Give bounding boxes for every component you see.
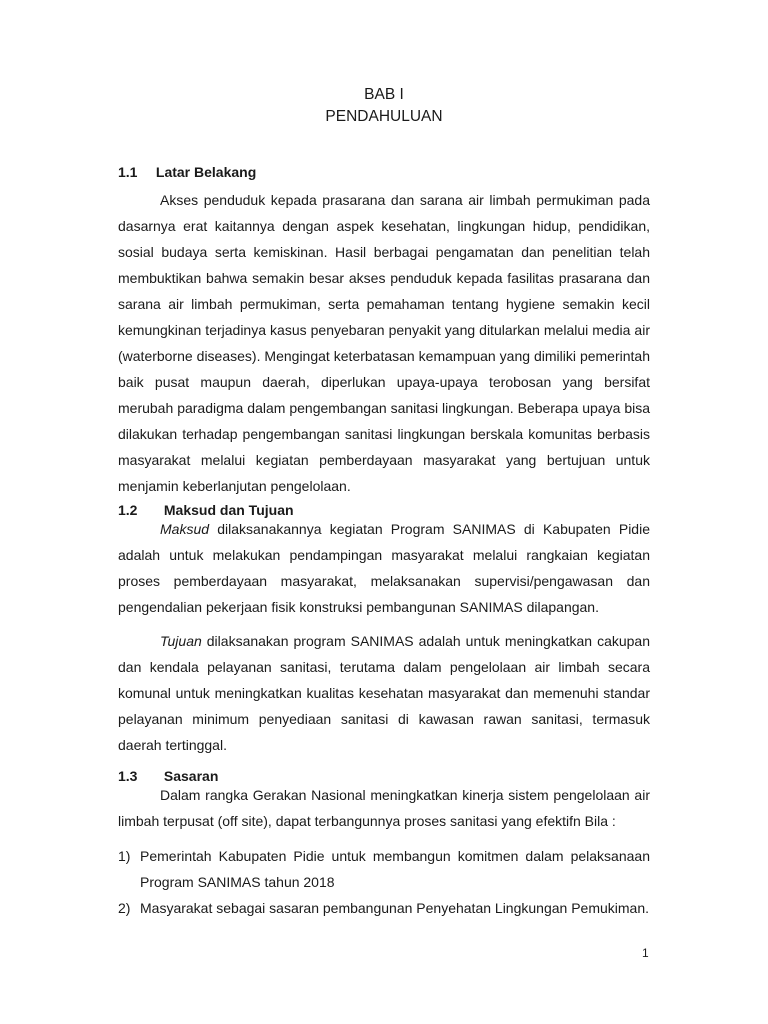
- list-marker: 2): [118, 900, 131, 916]
- list-item-text: Masyarakat sebagai sasaran pembangunan Penyehatan Lingkungan Pemukiman.: [140, 900, 650, 916]
- term-tujuan: Tujuan: [160, 633, 202, 649]
- sasaran-list: [118, 843, 650, 921]
- paragraph-tujuan: [118, 628, 650, 758]
- section-number: 1.1: [118, 164, 138, 180]
- section-title: Sasaran: [163, 768, 219, 784]
- section-number: 1.3: [118, 768, 138, 784]
- page-number: 1: [642, 946, 649, 960]
- list-item-text: Pemerintah Kabupaten Pidie untuk membangun komitmen dalam pelaksanaan Program SANIMAS tahun 2018: [140, 848, 650, 890]
- section-title: Latar Belakang: [155, 164, 257, 180]
- paragraph-tujuan-text: dilaksanakan program SANIMAS adalah untuk meningkatkan cakupan dan kendala pelayanan sanitasi, terutama dalam pengelolaan air limbah secara komunal untuk meningkatkan kualitas kesehatan masyarakat dan memenuhi standar pelayanan minimum penyediaan sanitasi di kawasan rawan sanitasi, termasuk daerah tertinggal.: [118, 633, 650, 753]
- section-number: 1.2: [118, 502, 138, 518]
- term-maksud: Maksud: [160, 521, 210, 537]
- list-item: [118, 843, 650, 895]
- section-heading-1-1: [118, 164, 256, 180]
- chapter-number: BAB I: [364, 86, 404, 103]
- list-item: [118, 895, 650, 921]
- chapter-title: PENDAHULUAN: [325, 108, 443, 125]
- paragraph-maksud-text: dilaksanakannya kegiatan Program SANIMAS di Kabupaten Pidie adalah untuk melakukan pendampingan masyarakat melalui rangkaian kegiatan proses pemberdayaan masyarakat, melaksanakan supervisi/pengawasan dan pengendalian pekerjaan fisik konstruksi pembangunan SANIMAS dilapangan.: [118, 521, 650, 615]
- paragraph-sasaran: Dalam rangka Gerakan Nasional meningkatkan kinerja sistem pengelolaan air limbah terpusat (off site), dapat terbangunnya proses sanitasi yang efektifn Bila :: [118, 787, 650, 829]
- list-marker: 1): [118, 848, 131, 864]
- section-title: Maksud dan Tujuan: [163, 502, 294, 518]
- paragraph-latar-belakang: Akses penduduk kepada prasarana dan sarana air limbah permukiman pada dasarnya erat kaitannya dengan aspek kesehatan, lingkungan hidup, pendidikan, sosial budaya serta kemiskinan. Hasil berbagai pengamatan dan penelitian telah membuktikan bahwa semakin besar akses penduduk kepada fasilitas prasarana dan sarana air limbah permukiman, serta pemahaman tentang hygiene semakin kecil kemungkinan terjadinya kasus penyebaran penyakit yang ditularkan melalui media air (waterborne diseases). Mengingat keterbatasan kemampuan yang dimiliki pemerintah baik pusat maupun daerah, diperlukan upaya-upaya terobosan yang bersifat merubah paradigma dalam pengembangan sanitasi lingkungan. Beberapa upaya bisa dilakukan terhadap pengembangan sanitasi lingkungan berskala komunitas berbasis masyarakat melalui kegiatan pemberdayaan masyarakat yang bertujuan untuk menjamin keberlanjutan pengelolaan.: [118, 192, 650, 494]
- paragraph-maksud: [118, 516, 650, 620]
